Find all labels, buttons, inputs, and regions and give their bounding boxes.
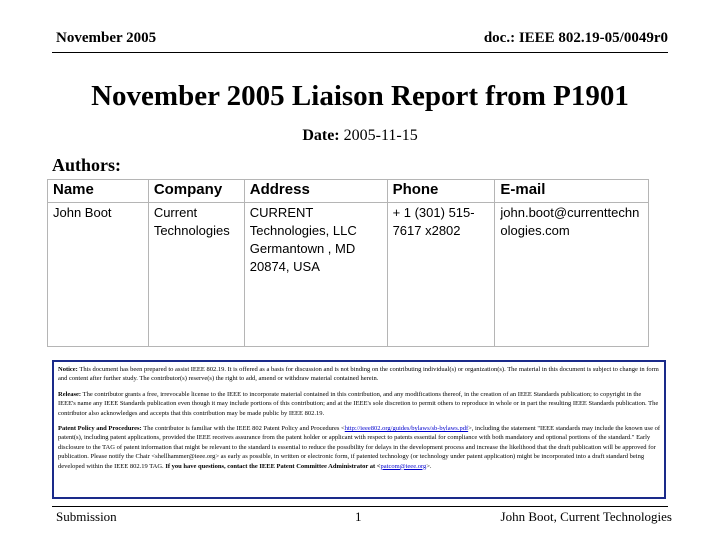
date-label: Date:: [302, 127, 340, 144]
header-doc-id: doc.: IEEE 802.19-05/0049r0: [483, 30, 668, 46]
footer-submission: Submission: [56, 509, 117, 524]
cell-address: CURRENT Technologies, LLC Germantown , MD 20874, USA: [244, 203, 387, 347]
table-header-row: [48, 180, 649, 203]
patent-text-2: >, including the statement "IEEE standards may include the known use of patent(s), including patent applications, provided the IEEE receives assurance from the patent holder or applicant with respect to patents essential for compliance with both mandatory and optional portions of the standard." Early disclosure to the TAG of patent information that might be relevant to the standard is essential to reduce the possibility for delays in the development process and increase the likelihood that the draft publication will be approved for publication. Please notify the Chair <shellhammer@ieee.org> as early as possible, in written or electronic form, if patented technology (or technology under patent application) might be incorporated into a draft standard being developed within the IEEE 802.19 TAG.: [58, 425, 661, 470]
header-date: November 2005: [56, 30, 157, 46]
cell-company: Current Technologies: [148, 203, 244, 347]
column-header-email: E-mail: [495, 180, 649, 203]
patent-text-1: The contributor is familiar with the IEEE 802 Patent Policy and Procedures <: [143, 425, 345, 433]
patent-label: Patent Policy and Procedures:: [58, 425, 142, 433]
authors-label: Authors:: [52, 155, 122, 175]
notice-text: This document has been prepared to assist IEEE 802.19. It is offered as a basis for discussion and is not binding on the contributing individual(s) or organization(s). The material in this document is subject to change in form and content after further study. The contributor(s) reserve(s) the right to add, amend or withdraw material contained herein.: [58, 366, 659, 383]
column-header-phone: Phone: [387, 180, 495, 203]
notice-label: Notice:: [58, 366, 78, 373]
authors-table: [47, 179, 649, 347]
column-header-address: Address: [244, 180, 387, 203]
patent-policy-link[interactable]: http://ieee802.org/guides/bylaws/sb-bylaws.pdf: [344, 425, 469, 433]
column-header-company: Company: [148, 180, 244, 203]
date-line: [0, 127, 720, 145]
slide-title: November 2005 Liaison Report from P1901: [91, 80, 629, 112]
notice-paragraph: [58, 365, 660, 384]
release-paragraph: [58, 390, 660, 418]
notice-box: [52, 360, 666, 499]
patent-text-4: >.: [426, 462, 432, 470]
release-label: Release:: [58, 390, 82, 398]
date-value: 2005-11-15: [343, 127, 418, 144]
release-text: The contributor grants a free, irrevocable license to the IEEE to incorporate material contained in this contribution, and any modifications thereof, in the creation of an IEEE Standards publication; to copyright in the IEEE's name any IEEE Standards publication even though it may include portions of this contribution; and at the IEEE's sole discretion to permit others to reproduce in whole or in part the resulting IEEE Standards publication. The contributor also acknowledges and accepts that this contribution may be made public by IEEE 802.19.: [58, 390, 659, 417]
header-rule: [52, 52, 668, 53]
patent-text-3: If you have questions, contact the IEEE Patent Committee Administrator at <: [165, 462, 381, 470]
table-row: [48, 203, 649, 347]
cell-name: John Boot: [48, 203, 149, 347]
footer-rule: [52, 506, 668, 507]
footer-page-number: 1: [355, 509, 362, 524]
patent-paragraph: [58, 424, 660, 471]
column-header-name: Name: [48, 180, 149, 203]
cell-phone: + 1 (301) 515-7617 x2802: [387, 203, 495, 347]
footer-author: John Boot, Current Technologies: [500, 509, 672, 524]
cell-email: john.boot@currenttechnologies.com: [495, 203, 649, 347]
patcom-email-link[interactable]: patcom@ieee.org: [380, 462, 427, 470]
